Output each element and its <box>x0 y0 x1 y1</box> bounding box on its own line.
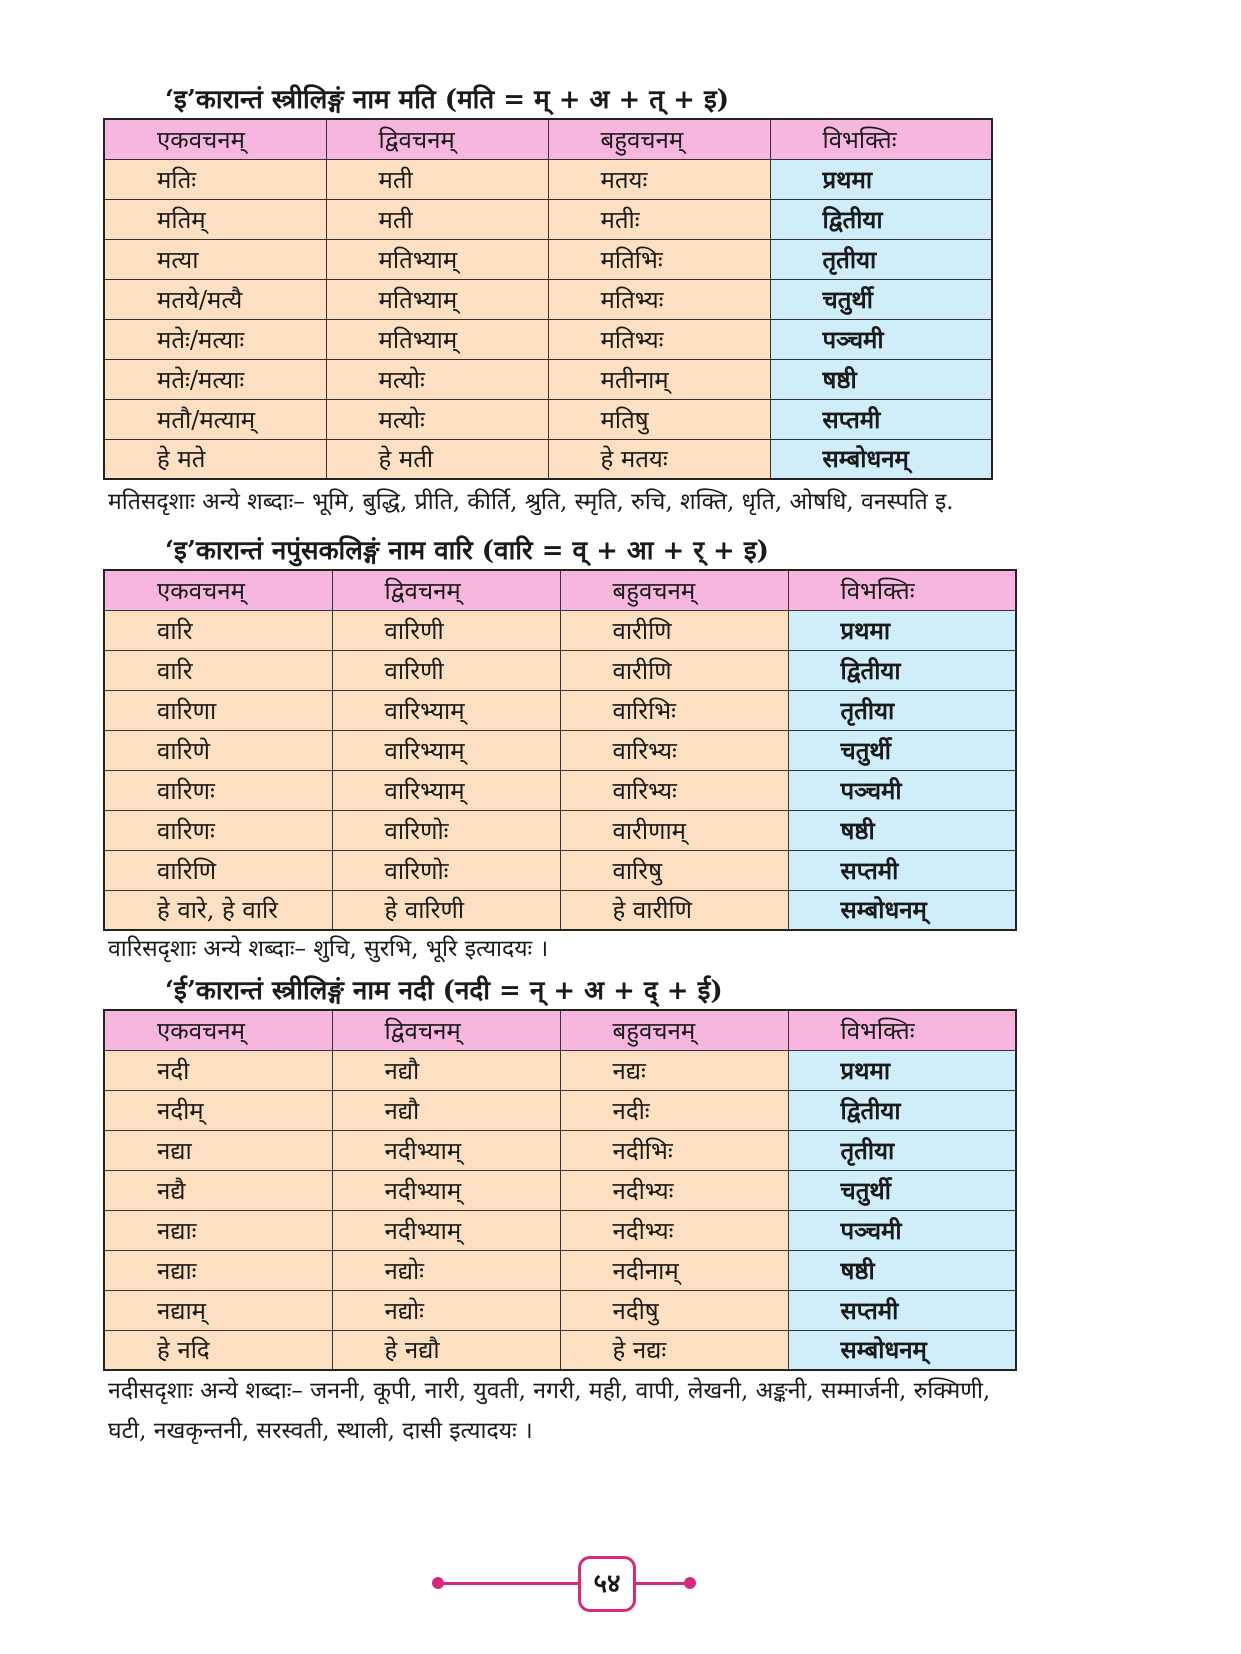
case-cell: प्रथमा <box>788 1050 1016 1090</box>
case-cell: चतुर्थी <box>788 730 1016 770</box>
form-cell: वारीणि <box>560 610 788 650</box>
table-row <box>104 1330 1016 1370</box>
form-cell: वारिणा <box>104 690 332 730</box>
form-cell: नद्यौ <box>332 1050 560 1090</box>
table-row <box>104 1090 1016 1130</box>
form-cell: नद्योः <box>332 1250 560 1290</box>
form-cell: वारीणि <box>560 650 788 690</box>
form-cell: नदीभ्याम् <box>332 1130 560 1170</box>
form-cell: नद्यौ <box>332 1090 560 1130</box>
table-row <box>104 279 992 319</box>
form-cell: नदीभ्यः <box>560 1170 788 1210</box>
form-cell: हे नदि <box>104 1330 332 1370</box>
table-row <box>104 1170 1016 1210</box>
form-cell: वारिणि <box>104 850 332 890</box>
form-cell: मतिम् <box>104 199 326 239</box>
declension-table-vari <box>103 569 1017 931</box>
case-cell: द्वितीया <box>770 199 992 239</box>
form-cell: मतेः/मत्याः <box>104 359 326 399</box>
form-cell: मत्योः <box>326 359 548 399</box>
form-cell: नद्यै <box>104 1170 332 1210</box>
form-cell: वारिणे <box>104 730 332 770</box>
case-cell: सम्बोधनम् <box>770 439 992 479</box>
form-cell: नदीः <box>560 1090 788 1130</box>
table-row <box>104 730 1016 770</box>
form-cell: नदीभ्याम् <box>332 1170 560 1210</box>
case-cell: सप्तमी <box>770 399 992 439</box>
form-cell: हे वारिणी <box>332 890 560 930</box>
case-cell: षष्ठी <box>788 810 1016 850</box>
form-cell: हे नद्यौ <box>332 1330 560 1370</box>
form-cell: वारीणाम् <box>560 810 788 850</box>
form-cell: नदी <box>104 1050 332 1090</box>
table-row <box>104 199 992 239</box>
form-cell: मतीनाम् <box>548 359 770 399</box>
form-cell: नदीभ्याम् <box>332 1210 560 1250</box>
similar-words-note-nadi-continued: घटी, नखकृन्तनी, सरस्वती, स्थाली, दासी इत्यादयः । <box>108 1418 533 1444</box>
form-cell: नदीभ्यः <box>560 1210 788 1250</box>
case-cell: तृतीया <box>788 1130 1016 1170</box>
form-cell: नदीम् <box>104 1090 332 1130</box>
form-cell: मतये/मत्यै <box>104 279 326 319</box>
form-cell: मत्या <box>104 239 326 279</box>
form-cell: हे नद्यः <box>560 1330 788 1370</box>
form-cell: वारिभ्याम् <box>332 770 560 810</box>
header-plural: बहुवचनम् <box>560 1010 788 1050</box>
case-cell: तृतीया <box>770 239 992 279</box>
similar-words-note-mati: मतिसदृशाः अन्ये शब्दाः– भूमि, बुद्धि, प्रीति, कीर्ति, श्रुति, स्मृति, रुचि, शक्ति, धृति, ओषधि, वनस्पति इ. <box>108 489 954 515</box>
form-cell: मतिः <box>104 159 326 199</box>
similar-words-note-vari: वारिसदृशाः अन्ये शब्दाः– शुचि, सुरभि, भूरि इत्यादयः । <box>108 936 549 962</box>
form-cell: मतिभ्यः <box>548 319 770 359</box>
table-header-row <box>104 119 992 159</box>
header-plural: बहुवचनम् <box>560 570 788 610</box>
form-cell: नदीषु <box>560 1290 788 1330</box>
header-singular: एकवचनम् <box>104 1010 332 1050</box>
case-cell: प्रथमा <box>788 610 1016 650</box>
case-cell: प्रथमा <box>770 159 992 199</box>
section-title-mati: ‘इ’कारान्तं स्त्रीलिङ्गं नाम मति (मति = म् + अ + त् + इ) <box>165 85 730 115</box>
header-case: विभक्तिः <box>788 1010 1016 1050</box>
form-cell: मत्योः <box>326 399 548 439</box>
case-cell: सप्तमी <box>788 1290 1016 1330</box>
case-cell: द्वितीया <box>788 1090 1016 1130</box>
form-cell: वारिषु <box>560 850 788 890</box>
table-row <box>104 439 992 479</box>
form-cell: वारि <box>104 610 332 650</box>
form-cell: मतेः/मत्याः <box>104 319 326 359</box>
form-cell: मतीः <box>548 199 770 239</box>
header-case: विभक्तिः <box>770 119 992 159</box>
form-cell: हे वारीणि <box>560 890 788 930</box>
form-cell: मतिभ्यः <box>548 279 770 319</box>
footer-right-line <box>636 1582 688 1585</box>
case-cell: सप्तमी <box>788 850 1016 890</box>
header-dual: द्विवचनम् <box>326 119 548 159</box>
form-cell: हे मतयः <box>548 439 770 479</box>
form-cell: नद्याः <box>104 1210 332 1250</box>
table-row <box>104 319 992 359</box>
form-cell: मती <box>326 199 548 239</box>
header-case: विभक्तिः <box>788 570 1016 610</box>
case-cell: पञ्चमी <box>788 1210 1016 1250</box>
case-cell: चतुर्थी <box>788 1170 1016 1210</box>
form-cell: नद्याः <box>104 1250 332 1290</box>
header-dual: द्विवचनम् <box>332 570 560 610</box>
form-cell: वारिणी <box>332 650 560 690</box>
form-cell: मतिषु <box>548 399 770 439</box>
form-cell: हे मती <box>326 439 548 479</box>
table-row <box>104 890 1016 930</box>
case-cell: तृतीया <box>788 690 1016 730</box>
form-cell: नद्या <box>104 1130 332 1170</box>
table-row <box>104 1290 1016 1330</box>
section-title-nadi: ‘ई’कारान्तं स्त्रीलिङ्गं नाम नदी (नदी = न् + अ + द् + ई) <box>165 976 723 1006</box>
table-row <box>104 359 992 399</box>
case-cell: षष्ठी <box>770 359 992 399</box>
form-cell: वारिभ्यः <box>560 770 788 810</box>
form-cell: मतिभिः <box>548 239 770 279</box>
table-header-row <box>104 1010 1016 1050</box>
form-cell: मतिभ्याम् <box>326 239 548 279</box>
form-cell: वारिणः <box>104 810 332 850</box>
table-row <box>104 1050 1016 1090</box>
section-title-vari: ‘इ’कारान्तं नपुंसकलिङ्गं नाम वारि (वारि = व् + आ + र् + इ) <box>165 536 769 566</box>
form-cell: वारिभिः <box>560 690 788 730</box>
header-singular: एकवचनम् <box>104 570 332 610</box>
table-row <box>104 1210 1016 1250</box>
form-cell: वारिणोः <box>332 810 560 850</box>
form-cell: नद्यः <box>560 1050 788 1090</box>
table-row <box>104 1130 1016 1170</box>
table-row <box>104 239 992 279</box>
form-cell: वारिणः <box>104 770 332 810</box>
declension-table-mati <box>103 118 993 480</box>
case-cell: द्वितीया <box>788 650 1016 690</box>
table-row <box>104 770 1016 810</box>
footer-right-dot-icon <box>684 1577 696 1589</box>
form-cell: वारिभ्याम् <box>332 730 560 770</box>
form-cell: वारिभ्याम् <box>332 690 560 730</box>
form-cell: वारिणोः <box>332 850 560 890</box>
table-row <box>104 650 1016 690</box>
footer-left-line <box>440 1582 578 1585</box>
form-cell: नदीभिः <box>560 1130 788 1170</box>
table-row <box>104 159 992 199</box>
form-cell: नदीनाम् <box>560 1250 788 1290</box>
form-cell: हे मते <box>104 439 326 479</box>
case-cell: पञ्चमी <box>788 770 1016 810</box>
form-cell: मतिभ्याम् <box>326 319 548 359</box>
case-cell: पञ्चमी <box>770 319 992 359</box>
form-cell: मती <box>326 159 548 199</box>
case-cell: सम्बोधनम् <box>788 1330 1016 1370</box>
form-cell: वारिभ्यः <box>560 730 788 770</box>
table-row <box>104 690 1016 730</box>
table-row <box>104 399 992 439</box>
declension-table-nadi <box>103 1009 1017 1371</box>
case-cell: षष्ठी <box>788 1250 1016 1290</box>
form-cell: वारि <box>104 650 332 690</box>
form-cell: मतौ/मत्याम् <box>104 399 326 439</box>
table-row <box>104 610 1016 650</box>
table-row <box>104 810 1016 850</box>
form-cell: वारिणी <box>332 610 560 650</box>
header-plural: बहुवचनम् <box>548 119 770 159</box>
similar-words-note-nadi: नदीसदृशाः अन्ये शब्दाः– जननी, कूपी, नारी, युवती, नगरी, मही, वापी, लेखनी, अङ्कनी, सम्मार्जनी, रुक्मिणी, <box>108 1378 991 1404</box>
header-singular: एकवचनम् <box>104 119 326 159</box>
case-cell: चतुर्थी <box>770 279 992 319</box>
form-cell: हे वारे, हे वारि <box>104 890 332 930</box>
form-cell: मतयः <box>548 159 770 199</box>
form-cell: नद्योः <box>332 1290 560 1330</box>
table-row <box>104 850 1016 890</box>
form-cell: मतिभ्याम् <box>326 279 548 319</box>
table-header-row <box>104 570 1016 610</box>
table-row <box>104 1250 1016 1290</box>
case-cell: सम्बोधनम् <box>788 890 1016 930</box>
page-number: ५४ <box>578 1556 636 1612</box>
header-dual: द्विवचनम् <box>332 1010 560 1050</box>
form-cell: नद्याम् <box>104 1290 332 1330</box>
